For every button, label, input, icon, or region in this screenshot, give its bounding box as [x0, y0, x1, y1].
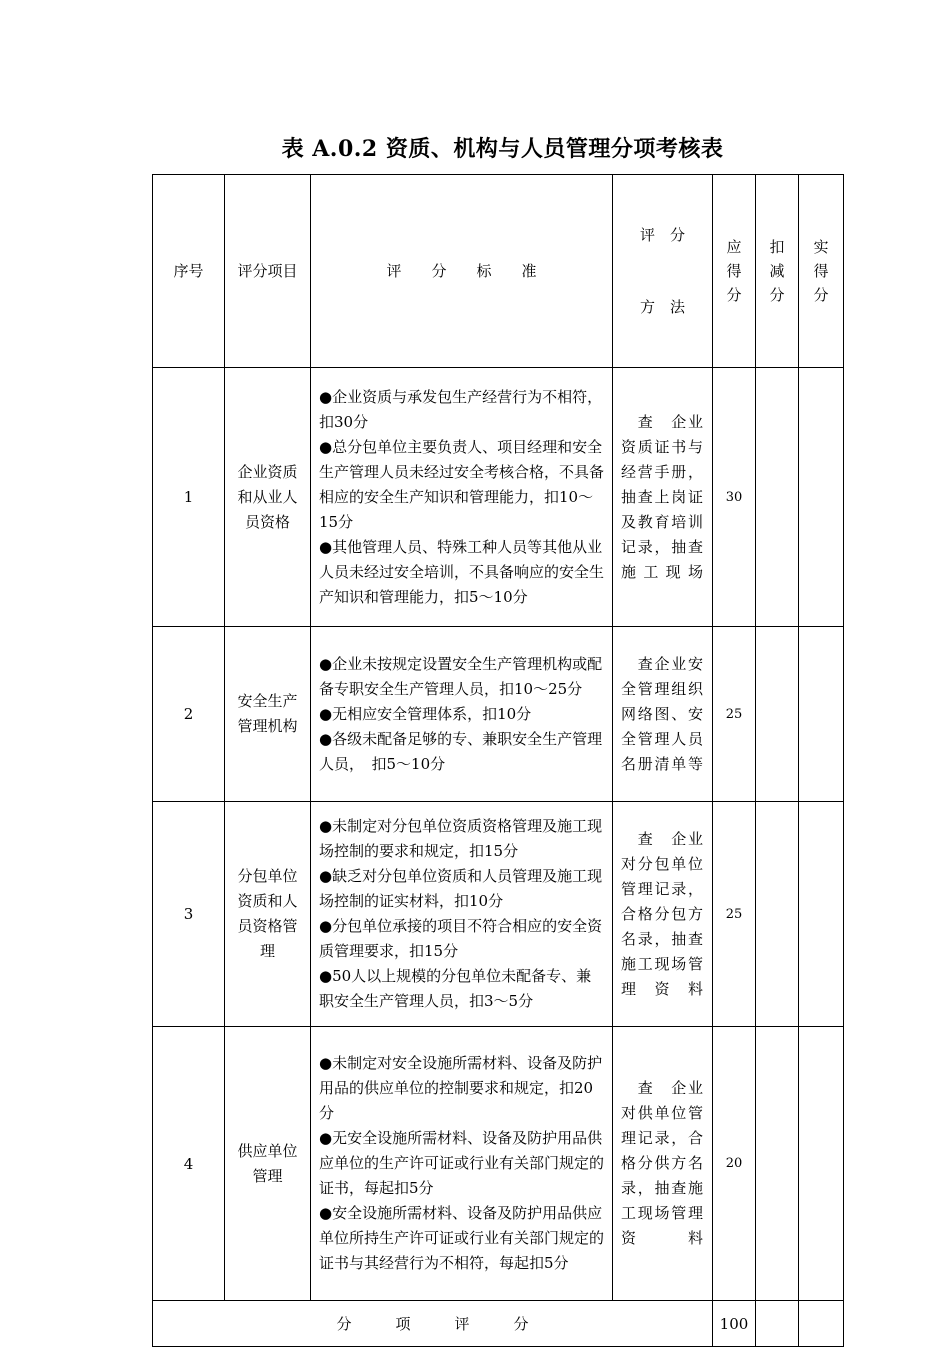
criteria-line: ●缺乏对分包单位资质和人员管理及施工现场控制的证实材料，扣10分 [319, 867, 603, 910]
footer-label [153, 1301, 713, 1347]
header-due-char: 分 [726, 286, 742, 304]
header-actual [799, 175, 844, 368]
footer-label-char: 评 [454, 1315, 470, 1333]
criteria-line: ●企业资质与承发包生产经营行为不相符，扣30分 [319, 387, 603, 431]
row-method: 查 企业对供单位管理记录，合格分供方名录，抽查施工现场管理资料 [613, 1027, 713, 1301]
header-actual-char: 实 [813, 238, 829, 256]
row-score: 25 [713, 802, 756, 1027]
row-deduct-cell [756, 627, 799, 802]
assessment-table [152, 174, 844, 1347]
header-row [153, 175, 844, 368]
header-due [713, 175, 756, 368]
row-number: 2 [153, 627, 225, 802]
footer-total: 100 [713, 1301, 756, 1347]
criteria-line: ●企业未按规定设置安全生产管理机构或配备专职安全生产管理人员，扣10～25分 [319, 654, 603, 698]
footer-label-char: 分 [513, 1315, 529, 1333]
header-item: 评分项目 [225, 175, 311, 368]
row-item: 分包单位资质和人员资格管理 [225, 802, 311, 1027]
criteria-line: ●无相应安全管理体系，扣10分 [319, 704, 532, 723]
footer-row [153, 1301, 844, 1347]
header-deduct-char: 减 [769, 262, 785, 280]
row-item: 供应单位管理 [225, 1027, 311, 1301]
row-score: 20 [713, 1027, 756, 1301]
row-item: 企业资质和从业人员资格 [225, 368, 311, 627]
row-criteria [311, 627, 613, 802]
criteria-line: ●未制定对分包单位资质资格管理及施工现场控制的要求和规定，扣15分 [319, 817, 603, 860]
table-row [153, 1027, 844, 1301]
footer-deduct-cell [756, 1301, 799, 1347]
row-item: 安全生产管理机构 [225, 627, 311, 802]
header-criteria: 评 分 标 准 [311, 175, 613, 368]
header-actual-char: 分 [813, 286, 829, 304]
criteria-line: ●其他管理人员、特殊工种人员等其他从业人员未经过安全培训，不具备响应的安全生产知识和管理能力，扣5～10分 [319, 537, 605, 606]
row-criteria [311, 1027, 613, 1301]
header-due-char: 应 [726, 238, 742, 256]
row-criteria [311, 802, 613, 1027]
footer-label-char: 项 [395, 1315, 411, 1333]
row-number: 4 [153, 1027, 225, 1301]
header-due-char: 得 [726, 262, 742, 280]
row-deduct-cell [756, 1027, 799, 1301]
row-actual-cell [799, 802, 844, 1027]
criteria-line: ●无安全设施所需材料、设备及防护用品供应单位的生产许可证或行业有关部门规定的证书，每起扣5分 [319, 1129, 605, 1197]
row-actual-cell [799, 1027, 844, 1301]
header-actual-char: 得 [813, 262, 829, 280]
criteria-line: ●总分包单位主要负责人、项目经理和安全生产管理人员未经过安全考核合格，不具备相应的安全生产知识和管理能力，扣10～15分 [319, 437, 605, 531]
row-deduct-cell [756, 802, 799, 1027]
row-criteria [311, 368, 613, 627]
criteria-line: ●50人以上规模的分包单位未配备专、兼职安全生产管理人员，扣3～5分 [319, 967, 592, 1010]
header-method-line1: 评 分 [639, 226, 685, 244]
row-method: 查 企业对分包单位管理记录，合格分包方名录，抽查施工现场管理资料 [613, 802, 713, 1027]
header-no: 序号 [153, 175, 225, 368]
row-method: 查企业安全管理组织网络图、安全管理人员名册清单等 [613, 627, 713, 802]
criteria-line: ●各级未配备足够的专、兼职安全生产管理人员， 扣5～10分 [319, 729, 603, 773]
footer-actual-cell [799, 1301, 844, 1347]
footer-label-char: 分 [336, 1315, 352, 1333]
criteria-line: ●未制定对安全设施所需材料、设备及防护用品的供应单位的控制要求和规定，扣20分 [319, 1054, 603, 1122]
row-score: 25 [713, 627, 756, 802]
criteria-line: ●安全设施所需材料、设备及防护用品供应单位所持生产许可证或行业有关部门规定的证书与其经营行为不相符，每起扣5分 [319, 1204, 605, 1272]
row-actual-cell [799, 368, 844, 627]
row-method: 查 企业资质证书与经营手册，抽查上岗证及教育培训记录，抽查施工现场 [613, 368, 713, 627]
table-row [153, 368, 844, 627]
header-deduct-char: 分 [769, 286, 785, 304]
page-title: 表 A.0.2 资质、机构与人员管理分项考核表 [281, 136, 724, 162]
criteria-line: ●分包单位承接的项目不符合相应的安全资质管理要求，扣15分 [319, 917, 603, 960]
row-actual-cell [799, 627, 844, 802]
header-deduct [756, 175, 799, 368]
header-deduct-char: 扣 [769, 238, 785, 256]
header-method-line2: 方 法 [639, 298, 685, 316]
row-score: 30 [713, 368, 756, 627]
header-method [613, 175, 713, 368]
row-number: 3 [153, 802, 225, 1027]
row-number: 1 [153, 368, 225, 627]
row-deduct-cell [756, 368, 799, 627]
table-row [153, 802, 844, 1027]
table-row [153, 627, 844, 802]
